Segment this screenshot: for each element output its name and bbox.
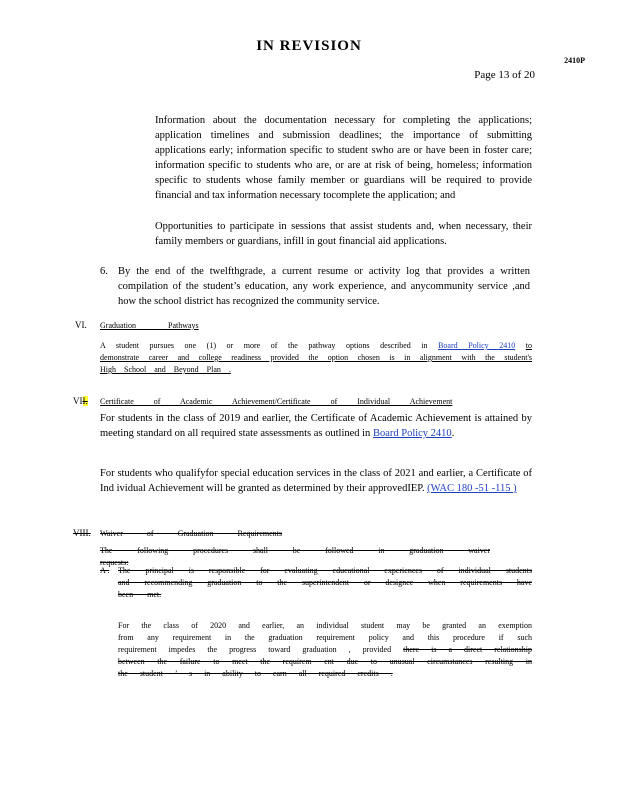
page-number: Page 13 of 20: [474, 69, 535, 81]
wac-link[interactable]: (WAC 180 -51 -115 ): [427, 483, 517, 494]
bullet-paragraph: Information about the documentation necessary for completing the applications; application timelines and submission deadlines; the importance of submitting applications early; information specific to student swho are or have been in foster care; information specific to students who are, or are at risk of being, homeless; information specific to students whose family member or guardians will be required to provide financial and tax information necessary tocomplete the application; and: [155, 115, 532, 201]
deleted-text: there is a direct relationship between the failure to meet the requirem ent due to unusual circumstances resulting in the student ’ s in ability to earn all required credits .: [118, 645, 533, 678]
waiver-paragraph: [118, 620, 532, 680]
list-number: 6.: [100, 266, 108, 277]
list-label: A .: [100, 566, 110, 575]
section-vii-paragraph: [100, 411, 532, 441]
paragraph-text: For students who qualifyfor special education services in the class of 2021 and earlier, a Certificate of Ind ividual Achievement will be granted as determined by their approvedIEP.: [100, 468, 532, 494]
paragraph-text: .: [451, 428, 455, 439]
board-policy-link[interactable]: Board Policy 2410: [438, 341, 516, 350]
section-numeral: VI.: [75, 320, 87, 330]
section-viii-intro: The following procedures shall be followed in graduation waiver requests:: [100, 546, 490, 567]
section-vii-paragraph: [100, 466, 532, 496]
section-vi-paragraph: [100, 340, 532, 376]
paragraph-text: to demonstrate career and college readiness provided the option chosen is in alignment with the student's High School and Beyond Plan .: [100, 341, 533, 374]
bullet-paragraph: Opportunities to participate in sessions that assist students and, when necessary, their family members or guardians, infill in gout financial aid applications.: [155, 221, 532, 247]
document-status-title: IN REVISION: [256, 38, 362, 54]
paragraph-text: For the class of 2020 and earlier, an individual student may be granted an exemption from any requirement in the graduation requirement policy and this procedure if such requirement impedes the progress toward graduation , provided: [118, 621, 532, 654]
section-heading: Certificate of Academic Achievement/Certificate of Individual Achievement: [100, 397, 453, 406]
paragraph-text: For students in the class of 2019 and earlier, the Certificate of Academic Achievement is attained by meeting standard on all required state assessments as outlined in: [100, 413, 532, 439]
section-numeral: [73, 396, 88, 406]
list-item-text: The principal is responsible for evaluating educational experiences of individual students and recommending graduation to the superintendent or designee when requirements have been met.: [118, 566, 532, 599]
section-numeral: VIII.: [73, 528, 91, 538]
board-policy-link[interactable]: Board Policy 2410: [372, 428, 452, 439]
section-numeral-text: VI: [73, 396, 83, 406]
paragraph-text: A student pursues one (1) or more of the pathway options described in: [100, 341, 428, 350]
section-heading: Graduation Pathways: [100, 321, 199, 330]
list-item-text: By the end of the twelfthgrade, a current resume or activity log that provides a written compilation of the student’s education, any work experience, and anycommunity service ,and how the school district has recognized the community service.: [118, 266, 530, 307]
section-heading: Waiver of Graduation Requirements: [100, 529, 282, 538]
deleted-mark: I.: [82, 396, 88, 406]
document-number: 2410P: [564, 56, 585, 65]
